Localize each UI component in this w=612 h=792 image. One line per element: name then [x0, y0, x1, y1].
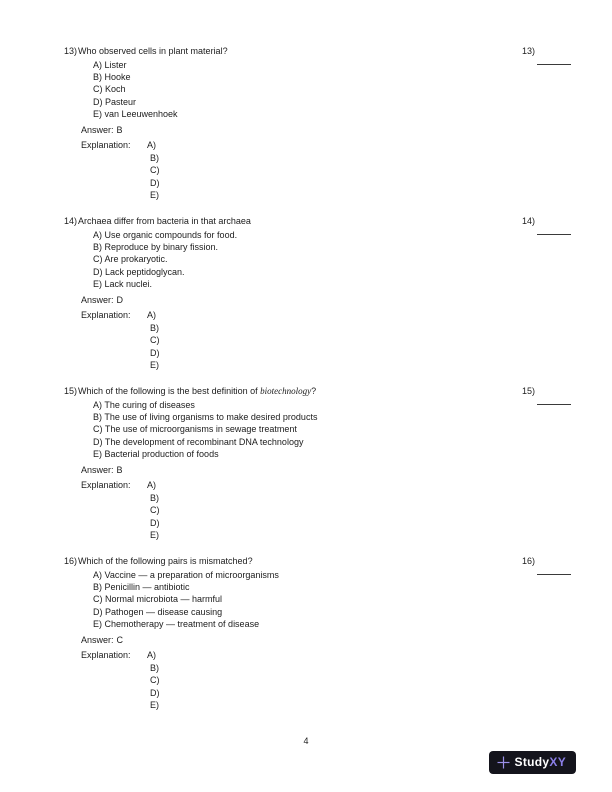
option: A) The curing of diseases [93, 399, 195, 410]
option: E) Lack nuclei. [93, 278, 153, 289]
answer-label: Answer: [81, 125, 114, 136]
explanation-item: B) [150, 662, 159, 673]
option: A) Lister [93, 60, 127, 70]
explanation-items [147, 649, 160, 712]
explanation-item: E) [150, 360, 159, 371]
question-text-main: Archaea differ from bacteria in that archaea [78, 215, 251, 226]
explanation-label: Explanation: [81, 649, 131, 660]
plus-icon [497, 756, 510, 769]
question-13-head [64, 46, 574, 57]
question-text-italic: biotechnology [260, 385, 312, 396]
answer-value: B [116, 125, 123, 136]
option: B) Reproduce by binary fission. [93, 242, 219, 253]
question-13-options [93, 59, 574, 120]
explanation-block [81, 649, 574, 712]
explanation-item: B) [150, 492, 159, 503]
option: D) Lack peptidoglycan. [93, 266, 185, 277]
question-text-after: ? [311, 385, 317, 396]
answer-blank-line [537, 234, 571, 235]
explanation-item: A) [147, 649, 156, 660]
explanation-item: C) [150, 505, 160, 516]
question-text [78, 216, 251, 227]
option: A) Use organic compounds for food. [93, 229, 238, 240]
explanation-item: A) [147, 310, 156, 320]
question-15-head [64, 386, 574, 397]
margin-question-number: 16) [522, 555, 536, 566]
answer-value: D [116, 295, 124, 305]
question-number: 15) [64, 385, 78, 396]
studyxy-logo [489, 751, 576, 774]
explanation-item: E) [150, 190, 159, 201]
explanation-label: Explanation: [81, 140, 131, 151]
logo-text-accent: XY [549, 755, 566, 769]
option: D) Pasteur [93, 96, 137, 107]
explanation-items [147, 309, 160, 372]
question-15-options [93, 399, 574, 460]
explanation-item: B) [150, 152, 159, 163]
explanation-items [147, 139, 160, 202]
question-text [78, 386, 316, 397]
question-16-options [93, 569, 574, 630]
answer-value: B [116, 464, 123, 475]
question-text-main: Which of the following pairs is mismatched? [78, 555, 253, 566]
question-16 [64, 556, 574, 712]
explanation-label: Explanation: [81, 479, 131, 490]
answer-value: C [116, 634, 124, 645]
question-14-margin-number [522, 216, 574, 235]
answer-blank-line [537, 64, 571, 65]
margin-question-number: 13) [522, 46, 536, 56]
question-number: 14) [64, 215, 78, 226]
option: C) The use of microorganisms in sewage treatment [93, 424, 297, 435]
answer-blank-line [537, 574, 571, 575]
explanation-block [81, 309, 574, 372]
question-text-main: Who observed cells in plant material? [78, 46, 228, 56]
explanation-label: Explanation: [81, 310, 131, 320]
explanation-item: D) [150, 177, 160, 188]
question-14-head [64, 216, 574, 227]
explanation-item: C) [150, 675, 160, 686]
explanation-item: D) [150, 347, 160, 358]
question-number: 16) [64, 555, 78, 566]
explanation-item: B) [150, 322, 159, 333]
question-16-head [64, 556, 574, 567]
answer-row [81, 125, 574, 136]
explanation-items [147, 479, 160, 542]
margin-question-number: 14) [522, 215, 536, 226]
question-16-margin-number [522, 556, 574, 575]
option: C) Are prokaryotic. [93, 254, 168, 265]
option: E) Bacterial production of foods [93, 448, 219, 459]
question-number: 13) [64, 46, 78, 56]
question-text [78, 556, 253, 567]
explanation-block [81, 479, 574, 542]
option: C) Normal microbiota — harmful [93, 594, 223, 605]
question-text-main: Which of the following is the best definition of [78, 385, 261, 396]
question-14-options [93, 229, 574, 290]
option: B) The use of living organisms to make desired products [93, 412, 318, 423]
option: E) Chemotherapy — treatment of disease [93, 618, 260, 629]
option: B) Penicillin — antibiotic [93, 582, 190, 593]
logo-text [515, 756, 566, 769]
answer-blank-line [537, 404, 571, 405]
logo-text-primary: Study [514, 755, 550, 769]
question-14 [64, 216, 574, 372]
option: A) Vaccine — a preparation of microorganisms [93, 569, 279, 580]
answer-row [81, 295, 574, 306]
explanation-item: E) [150, 530, 159, 541]
explanation-item: D) [150, 687, 160, 698]
question-13 [64, 46, 574, 202]
answer-row [81, 465, 574, 476]
explanation-block [81, 139, 574, 202]
explanation-item: A) [147, 479, 156, 490]
explanation-item: C) [150, 165, 160, 176]
question-13-margin-number [522, 46, 574, 65]
option: B) Hooke [93, 72, 131, 83]
question-text [78, 46, 228, 57]
answer-label: Answer: [81, 634, 114, 645]
page-number: 4 [303, 736, 309, 746]
margin-question-number: 15) [522, 385, 536, 396]
option: C) Koch [93, 84, 126, 95]
explanation-item: A) [147, 140, 156, 151]
question-15 [64, 386, 574, 542]
option: E) van Leeuwenhoek [93, 108, 178, 119]
option: D) Pathogen — disease causing [93, 606, 223, 617]
explanation-item: E) [150, 700, 159, 711]
explanation-item: C) [150, 335, 160, 346]
answer-label: Answer: [81, 464, 114, 475]
answer-label: Answer: [81, 295, 114, 305]
question-15-margin-number [522, 386, 574, 405]
explanation-item: D) [150, 517, 160, 528]
answer-row [81, 635, 574, 646]
option: D) The development of recombinant DNA technology [93, 436, 304, 447]
